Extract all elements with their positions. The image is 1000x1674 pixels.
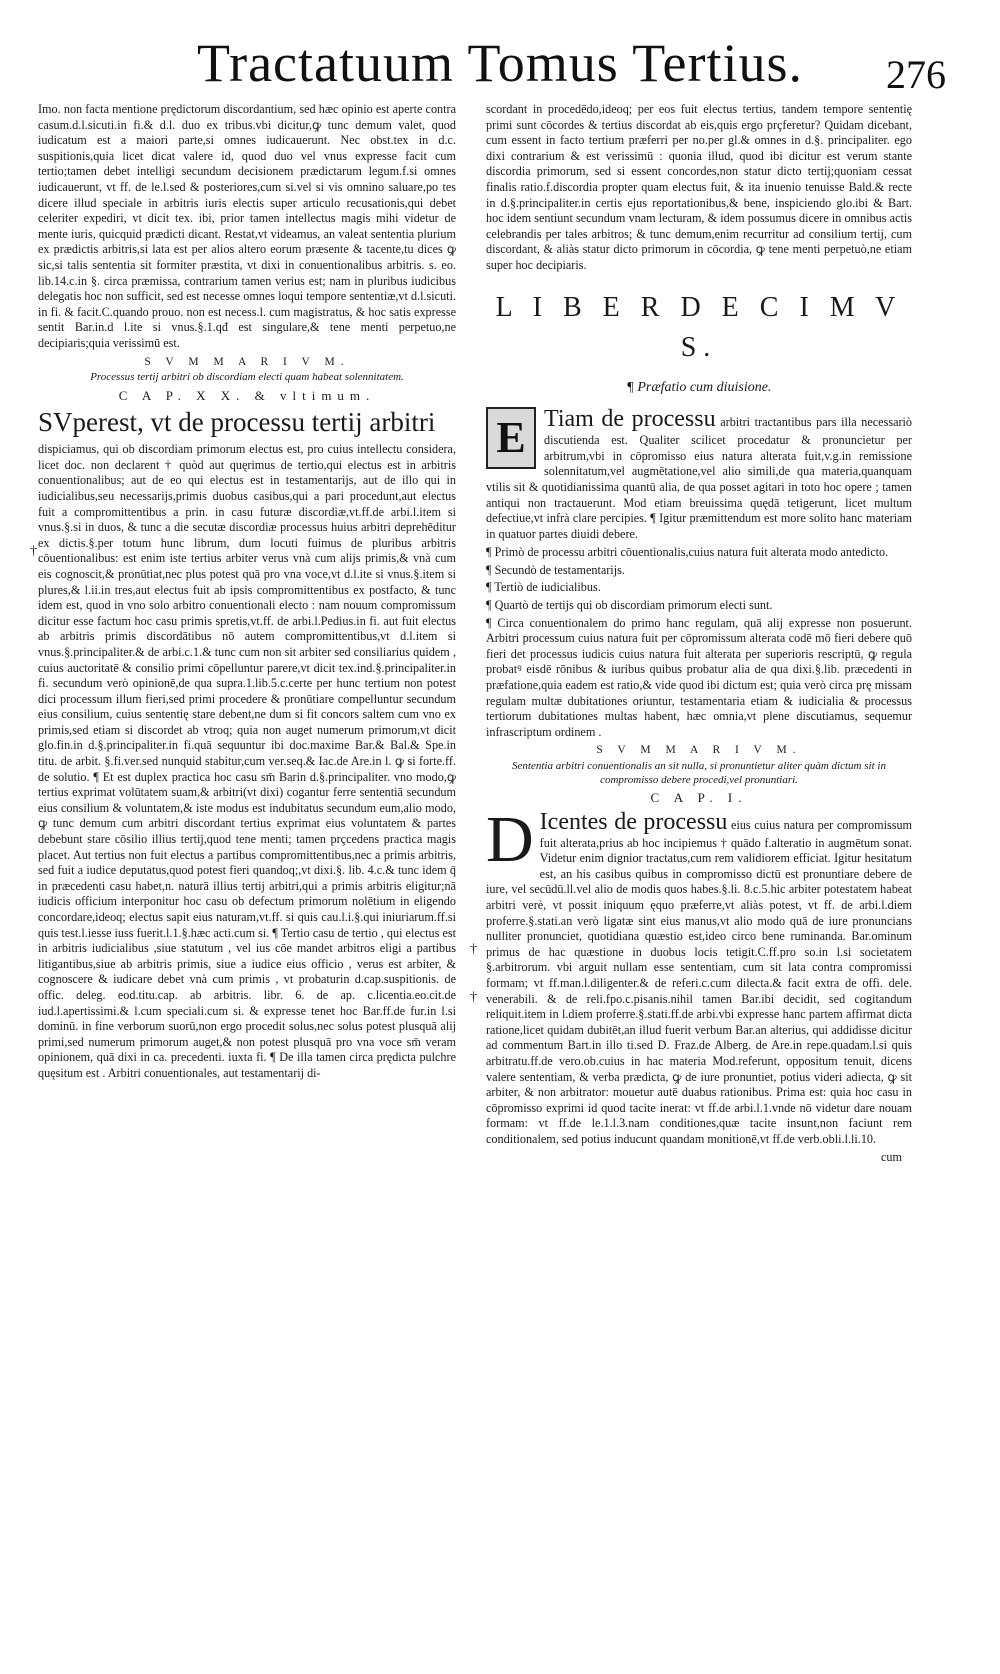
chapter-heading: C A P. X X. & vltimum. <box>118 387 376 403</box>
margin-dagger: † <box>30 544 37 559</box>
division-item: ¶ Quartò de tertijs qui ob discordiam primorum electi sunt. <box>486 598 773 613</box>
chapter-heading: C A P. I. <box>650 790 748 805</box>
paragraph-text: eius cuius natura per compromissum fuit alterata,prius ab hoc incipiemus † quādo f.alteratio in augmētum sonat. Videtur enim dignior tractatus,cum rem validiorem efficiat. Igitur hesitatum est, an his casibus quibus in compromisso dictū est pronuntiare debere de iure, vel secūdū.ll.vel alio de modis quos habes.§.li. 8.c.5.hic arbiter potestatem habeat arbitri verè, vt possit iniquum ęquo præferre,vt aliàs potest, vt ff. de arbi.l.diem proferre.§.stati.an verò ligatæ sint eius manus,vt alio modo quā de iure pronuncians nulliter pronunciet, quotidiana quæstio est,ideo circo bene ruminanda. Bar.ominum primus de hac quæstione in duobus locis tetigit.C.ff.pro so.in l.si societatem §.arbitrorum. vbi arguit nullam esse sententiam, cum sit lata contra compromissi formam; vt ff.man.l.diligenter.& de referi.c.cum dilecta.& facit extra de offi. dele. venerabili. & de reli.fpo.c.pisanis.nihil tamen Bar.ibi decidit, sed cogitandum reliquit.item in l.diem proferre.§.stati.ff.de arbi.vbi expresse hanc partem affirmat dicta ratione,licet quidam dubitēt,an illud fuerit verbum Bar.an alterius, qui addidisse dicitur ad commentum Bart.in illo ti.sed D. Fraz.de Alberg. de Are.in repe.quadam.l.si quis arbitratu.ff.de vero.ob.cuius in hac materia Mod.referunt, oppositum tenuit, dicens valere sententiam, & verba prædicta, ꝙ de iure pronuntiet, potius videri adiecta, ꝙ sit arbiter, & non arbitrator: mouetur autē duabus rationibus. Prima est: quia hoc casu in cōpromisso exprimi id quod tacite inerat: vt ff.de arbi.l.1.vnde nō videtur dare nouam formam: vt ff.de le.1.l.3.nam conditiones,quæ tacite insunt,non faciunt rem conditionalem, sed potius inducunt quandam monitionē,vt ff.de verb.obli.l.li.10. <box>486 817 913 1146</box>
right-column <box>486 102 912 1169</box>
large-initial: D <box>486 802 534 876</box>
chapter-summary: Sententia arbitri conuentionalis an sit nulla, si pronuntietur aliter quàm dictum sit in compromisso debere procedi,vel pronuntiari. <box>512 760 886 786</box>
page-number: 276 <box>886 52 946 97</box>
margin-dagger: † <box>470 942 477 957</box>
division-item: ¶ Tertiò de iudicialibus. <box>486 580 601 595</box>
decorated-initial: E <box>486 407 536 469</box>
paragraph: Imo. non facta mentione prędictorum discordantium, sed hæc opinio est aperte contra casum.d.l.sicuti.in fi.& d.l. duo ex tribus.vbi dicitur,ꝙ tunc demum valet, quod iudicatum est a maiori parte,si omnes iudicauerunt. Nec obst.tex in d.c. suspitionis,quia licet dicat valere id, quod duo vel vnus expresse facit cum tertio;tamen debet intelligi secundum decisionem prædictarum legum.f.si omnes iudicauerunt, vt ff. de le.l.sed & posteriores,cum si.vel si vis omnino saluare,po tes dicere illud speciale in arbitris iuris electis super articulo recusationis,qui debet celeriter expediri, vt dicit tex. ibi, prior tamen intellectus magis mihi videtur de mente iuris, quicquid prædicti dicant. Restat,vt videamus, an valeat sententia plurium ex prædictis arbitris,si lata est per alios altero eorum præsente & tacente,tu dices ꝙ sic,si talis sententia sit formiter præstita, vt dixi in conuentionalibus arbitris. s. eo. lib.14.c.in §. circa præmissa, contrarium tamen verius est; nam in pluribus iudicibus delegatis hoc non sufficit, sed est necesse omnes loqui tempore sententiæ,vt d.l.sicuti. in fi. & facit.C.quando prouo. non est necess.l. cum magistratus, & hoc satis expresse sentit Bar.in.d l.ite si vnus.§.1.qđ est singulare,& tene menti perpetuo,ne decipiaris;quia verissimū est. <box>38 102 456 350</box>
paragraph-text: arbitri tractantibus pars illa necessariò discutienda est. Qualiter scilicet procedatur & pronuncietur per arbitrum,vbi in cōpromisso eius natura alterata fuit,v.g.in remissione solennitatum,vel augmētatione,vel alio simili,de qua materia,quanquam vtilis sit & quotidianissima quantū alia, de qua posset agitari in toto hoc opere ; tamen antiqui non tractauerunt. Mod etiam breuissima quędā tetigerunt, licet multum defectiue,vt infrà clare percipies. ¶ Igitur præmittendum est more solito hanc materiam in quatuor partes diuidi debere. <box>486 415 913 541</box>
paragraph: dispiciamus, qui ob discordiam primorum electus est, pro cuius intellectu considera, licet doc. non declarent † quòd aut quęrimus de tertio,qui electus est in arbitris conuentionalibus; aut de eo qui electus est in testamentarijs, aut de illo qui in iudicialibus,seu necessarijs,primis duobus casibus,qui a pari procedunt,aut electus fuit a compromittentibus a prin. in casu futuræ discordiæ,vt.ff.de arbi.l.item si vnus.§.si in duos, & tunc a die secutæ discordiæ processus huius arbitri deprehēditur ex dictis.§.per totum hunc librum, dum locuti fuimus de pluribus arbitris cōuentionalibus: est enim iste tertius arbiter verus vnà cum alijs primis,& vnà cum eis cognoscit,& pronūtiat,nec plus potest quā pro vna voce,vt d.l.ite si vnus.§.item si plures,& l.ii.in tres,aut electus fuit ab ipsis compromittentibus ex postfacto, & tunc idem est, quod in vno solo arbitro conuentionali electo : nam nouum compromissum dicitur esse factum hoc casu primis spretis,vt.ff. de arbi.l.Pedius.in fi. aut fuit electus ab arbitris primis discordātibus nō autem compromittentibus,vt d.l.item si vnus.§.principaliter.& de arbi.c.1.& tunc cum non sit arbiter sed consiliarius quidem , cuius auctoritatē & consilio primi cōpelluntur parere,vt dicit tex.ind.§.principaliter.in fi. secundum verò opinionē,de qua supra.1.lib.5.c.certe per hunc tertium non potest dici processum illum fieri,sed primi procedere & pronūtiare compelluntur secundum eius consilium, cuius sententię stare debent,ne dum si fit concors saltem cum vno ex primis,sed etiam si discordet ab vtroq; quia non auget numerum primorum,vt dicit glo.fin.in d.§.principaliter.in fi.quā sequuntur ibi doc.maxime Bar.& Bal.& Spe.in titu. de arbit. §.fi.ver.sed nunquid stabitur,cum ver.seq.& Iac.de Are.in l. ꝙ si forte.ff. de solutio. ¶ Et est duplex practica hoc casu sm̄ Barin d.§.principaliter. vno modo,ꝙ tertius exprimat volūtatem suam,& arbitri(vt dixi) cogantur ferre sententiā secundum eius consilium & voluntatem,& iste modus est indubitatus secundum eum,alio modo, ꝙ tunc demum cum arbitri discordant tertius exprimat eius voluntatem & partes debebunt stare cōsilio illius tertij,quod tene menti; tamen prçcedens practica magis placet. Aut tertius non fuit electus a partibus compromittentibus,nec a primis arbitris, sed fuit a iudice deputatus,quod potest fieri quandoq;,vt dixi.§. lib. 4.c.& tunc idem q̄ in præcedenti casu habet,n. naturā illius tertij arbitri,qui a primis arbitris eligitur;nā iudicis officium interponitur hoc casu ob defectum primorum nolētium in eligendo concordare,ideoq; electus sapit eius naturam,vt.ff. si quis cau.l.i.§.qui iniuriarum.ff.si quis test.l.iesse iuss fuerit.l.1.§.hæc acti.cum si. ¶ Tertio casu de tertio , qui electus est in arbitris iudicialibus ,siue statutum , vel ius cōe mandet arbitros eligi a partibus litigantibus,siue ab arbitris primis, siue a iudice eius officio , verus est arbiter, & cognoscere & iudicare debet vnà cum primis , vt probaturin d.cap.suspitionis. de offic. deleg. eod.titu.cap. ab arbitris. libr. 6. de ap. c.licentia.eo.cit.de iud.l.apertissimi.& l.cum speciali.cum si. & expresse tenet hoc Bar.ff.de fur.in l.si dominū. in fine verborum suorū,non ergo procedit solus,nec solus potest plusquā alij primi,sed numerum primorum auget,& non potest plusquā pro vna voce sm̄ veram opinionem, quā dixi in ca. precedenti. iuxta fi. ¶ De illa tamen circa prędicta pulchre quęsitum est . Arbitri conuentionales, aut testamentarij di- <box>38 442 456 1080</box>
paragraph: ¶ Circa conuentionalem do primo hanc regulam, quā alij expresse non posuerunt. Arbitri processum cuius natura fuit per cōpromissum alterata codē mō fieri debere quō fieri det processus iudicis cuius natura fuit alterata per superioris rescriptū, ꝙ regula probatꝰ eisdē rōnibus & iuribus quibus probatur alia de qua dixi.§.lib. præcedenti in præfatione,quia eadem est ratio,& vide quod ibi dictum est; quia verò circa prę missam regulam multæ dubitationes oriuntur, testamentaria etiam & iudicialia & processus tertiorum dubitationes multas habent, hæc omnia,vt plene discutiamus, sequemur infrascriptum ordinem . <box>486 615 912 739</box>
opening-words: Icentes de processu <box>539 808 728 835</box>
chapter-opening-line: SVperest, vt de processu tertij arbitri <box>38 407 436 438</box>
left-column <box>38 102 456 1085</box>
division-item: ¶ Primò de processu arbitri cōuentionalis,cuius natura fuit alterata modo antedicto. <box>486 545 889 560</box>
paragraph <box>486 405 912 542</box>
paragraph <box>486 802 913 1148</box>
margin-dagger: † <box>470 990 477 1005</box>
book-heading: L I B E R D E C I M V S. <box>495 291 903 363</box>
chapter-summary: Processus tertij arbitri ob discordiam electi quam habeat solennitatem. <box>90 371 404 384</box>
summarium-heading: S V M M A R I V M. <box>596 744 802 757</box>
catchword: cum <box>881 1150 902 1165</box>
paragraph: scordant in procedēdo,ideoq; per eos fuit electus tertius, tandem tempore sententię primi sunt cōcordes & tertius discordat ab eis,quis ergo prçferetur? Quidam dicebant, cum essent in facto tertium præferri per no.per gl.& omnes in d.§. principaliter. ego dixi contrarium & est verissimū : quonia illud, quod ibi dicitur est verum stante discordia primorum, sed si essent concordes,non statur dicto tertij;quoniam cessat finalis ratio.f.discordia propter quam electus fuit, & ita inuenio tenuisse Bald.& recte in d.§.principaliter.in certis ejus reportationibus,& bene, inspiciendo glo.ibi & Bart. hoc idem sentiunt secundum vnam lecturam, & idem possumus dicere in omnibus actis celebrandis per tales arbitros; & tunc demum,enim recurritur ad consilium tertij, cum discordant, & aliàs statur dicto primorum in cōcordia, ꝙ tene menti perpetuò,ne etiam super hoc decipiaris. <box>486 102 912 272</box>
summarium-heading: S V M M A R I V M. <box>144 355 350 368</box>
opening-words: Tiam de processu <box>544 406 716 433</box>
running-title: Tractatuum Tomus Tertius. <box>197 33 803 93</box>
division-item: ¶ Secundò de testamentarijs. <box>486 562 625 577</box>
preface-heading: ¶ Præfatio cum diuisione. <box>626 379 772 395</box>
